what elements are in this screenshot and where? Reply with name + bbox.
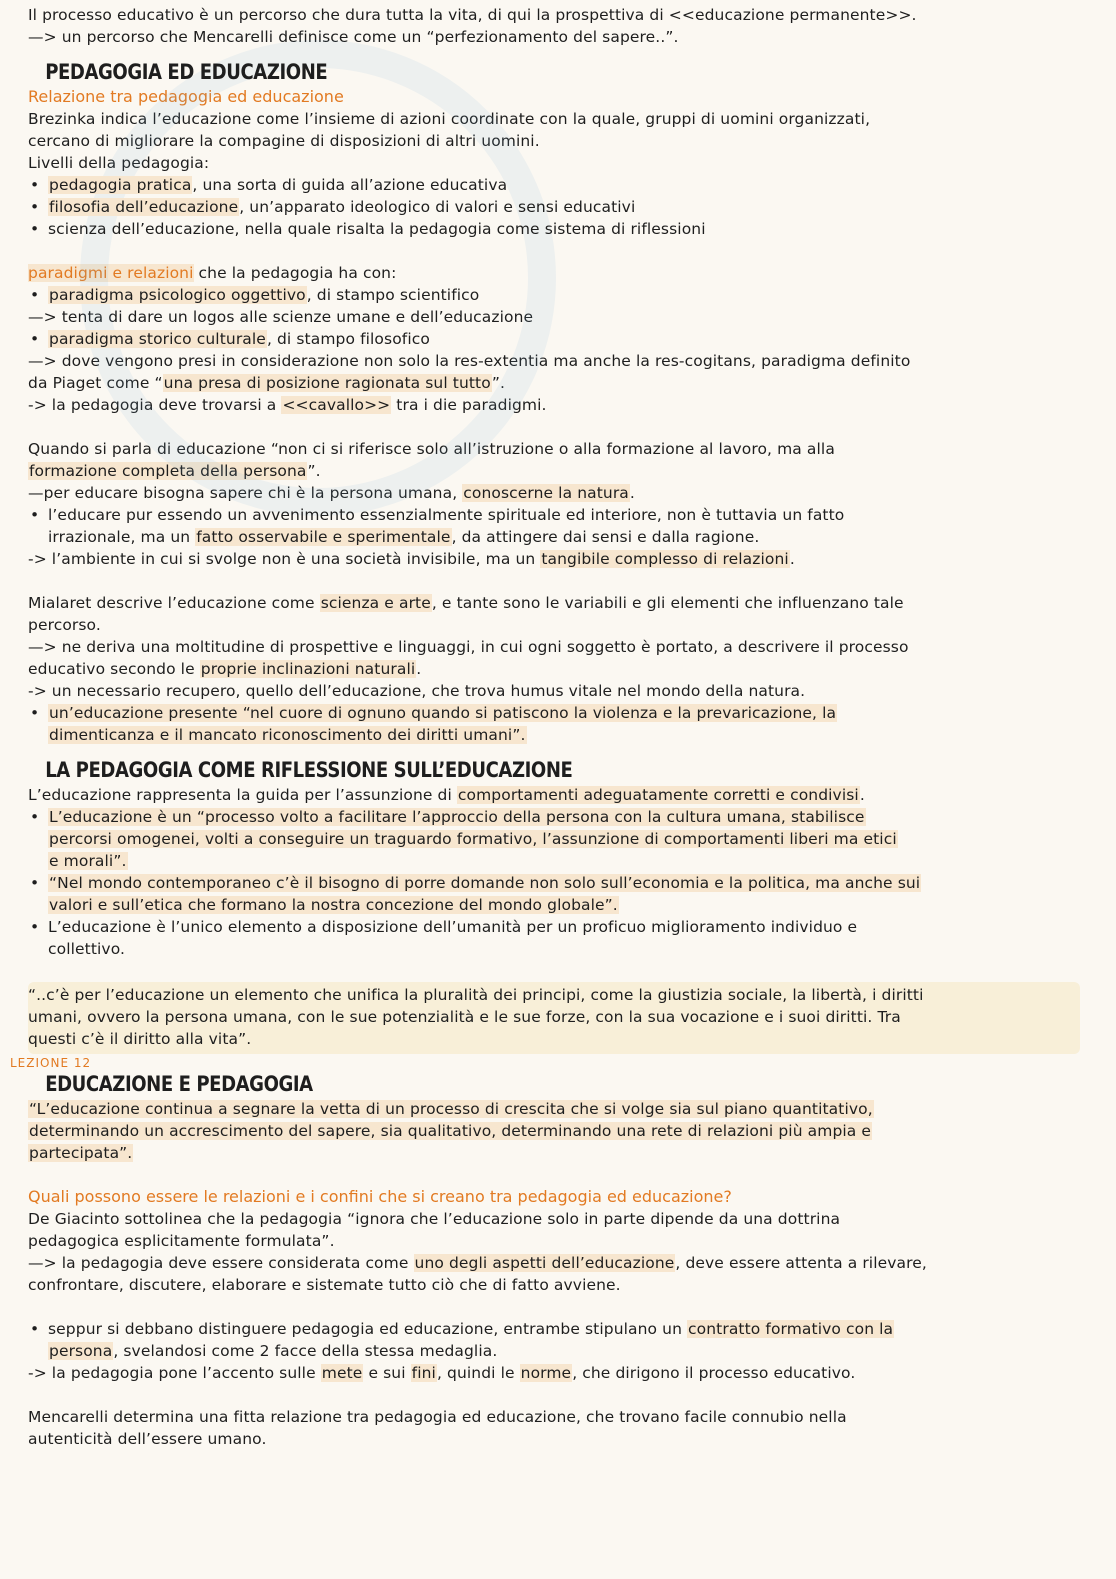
text-line: pedagogica esplicitamente formulata”. [28,1232,335,1250]
lesson-label: LEZIONE 12 [10,1056,92,1070]
bullet-item: • L’educazione è un “processo volto a facilitare l’approccio della persona con la cultura umana, stabilisce [28,806,1076,828]
bullet-item: • paradigma storico culturale, di stampo filosofico [28,328,1076,350]
text-line: e morali”. [49,852,127,870]
text-line: De Giacinto sottolinea che la pedagogia “ignora che l’educazione solo in parte dipende da una dottrina [28,1210,841,1228]
text-line: dimenticanza e il mancato riconoscimento dei diritti umani”. [49,726,526,744]
text-line: Mencarelli determina una fitta relazione tra pedagogia ed educazione, che trovano facile connubio nella [28,1408,847,1426]
quote-block [28,982,1080,1054]
text-line: cercano di migliorare la compagine di disposizioni di altri uomini. [28,132,540,150]
text-line: Livelli della pedagogia: [28,154,210,172]
intro-line: —> un percorso che Mencarelli definisce come un “perfezionamento del sapere..”. [28,28,679,46]
bullet-item: • filosofia dell’educazione, un’apparato ideologico di valori e sensi educativi [28,196,1076,218]
text-line: valori e sull’etica che formano la nostra concezione del mondo globale”. [49,896,618,914]
text-line: percorsi omogenei, volti a conseguire un traguardo formativo, l’assunzione di comportamenti liberi ma etici [49,830,897,848]
text-line: -> la pedagogia pone l’accento sulle mete e sui fini, quindi le norme, che dirigono il processo educativo. [28,1364,856,1382]
quote-line: questi c’è il diritto alla vita”. [28,1030,252,1048]
text-line: Quando si parla di educazione “non ci si riferisce solo all’istruzione o alla formazione al lavoro, ma alla [28,440,835,458]
text-line: —> la pedagogia deve essere considerata come uno degli aspetti dell’educazione, deve essere attenta a rilevare, [28,1254,927,1272]
bullet-item: • l’educare pur essendo un avvenimento essenzialmente spirituale ed interiore, non è tuttavia un fatto [28,504,1076,526]
text-line: percorso. [28,616,101,634]
text-line: confrontare, discutere, elaborare e sistemate tutto ciò che di fatto avviene. [28,1276,621,1294]
text-line: partecipata”. [29,1144,133,1162]
section-title: EDUCAZIONE E PEDAGOGIA [45,1072,313,1096]
text-line: “L’educazione continua a segnare la vetta di un processo di crescita che si volge sia sul piano quantitativo, [29,1100,873,1118]
text-line: —> dove vengono presi in considerazione non solo la res-extentia ma anche la res-cogitans, paradigma definito [28,352,911,370]
bullet-item: • pedagogia pratica, una sorta di guida all’azione educativa [28,174,1076,196]
bullet-item: • seppur si debbano distinguere pedagogia ed educazione, entrambe stipulano un contratto formativo con la [28,1318,1076,1340]
section-title: PEDAGOGIA ED EDUCAZIONE [45,60,328,84]
bullet-item: • L’educazione è l’unico elemento a disposizione dell’umanità per un proficuo miglioramento individuo e [28,916,1076,938]
text-line: Brezinka indica l’educazione come l’insieme di azioni coordinate con la quale, gruppi di uomini organizzati, [28,110,871,128]
bullet-item: • scienza dell’educazione, nella quale risalta la pedagogia come sistema di riflessioni [28,218,1076,240]
text-line: persona, svelandosi come 2 facce della stessa medaglia. [49,1342,498,1360]
text-line: collettivo. [48,940,126,958]
text-line: autenticità dell’essere umano. [28,1430,267,1448]
text-line: determinando un accrescimento del sapere, sia qualitativo, determinando una rete di relazioni più ampia e [29,1122,872,1140]
text-line: irrazionale, ma un fatto osservabile e sperimentale, da attingere dai sensi e dalla ragione. [48,528,760,546]
text-line: -> un necessario recupero, quello dell’educazione, che trova humus vitale nel mondo della natura. [28,682,806,700]
text-line: formazione completa della persona”. [29,462,321,480]
bullet-item: • un’educazione presente “nel cuore di ognuno quando si patiscono la violenza e la prevaricazione, la [28,702,1076,724]
section-title: LA PEDAGOGIA COME RIFLESSIONE SULL’EDUCAZIONE [45,758,573,782]
text-line: —per educare bisogna sapere chi è la persona umana, conoscerne la natura. [28,484,635,502]
text-line: -> l’ambiente in cui si svolge non è una società invisibile, ma un tangibile complesso di relazioni. [28,550,795,568]
text-line: Mialaret descrive l’educazione come scienza e arte, e tante sono le variabili e gli elementi che influenzano tale [28,594,904,612]
text-line: L’educazione rappresenta la guida per l’assunzione di comportamenti adeguatamente corretti e condivisi. [28,786,865,804]
bullet-item: • paradigma psicologico oggettivo, di stampo scientifico [28,284,1076,306]
quote-line: “..c’è per l’educazione un elemento che unifica la pluralità dei principi, come la giustizia sociale, la libertà, i diritti [28,986,924,1004]
bullet-item: • “Nel mondo contemporaneo c’è il bisogno di porre domande non solo sull’economia e la politica, ma anche sui [28,872,1076,894]
text-line: da Piaget come “una presa di posizione ragionata sul tutto”. [28,374,505,392]
section-question: Quali possono essere le relazioni e i confini che si creano tra pedagogia ed educazione? [28,1187,732,1206]
text-line: —> ne deriva una moltitudine di prospettive e linguaggi, in cui ogni soggetto è portato, a descrivere il processo [28,638,909,656]
quote-line: umani, ovvero la persona umana, con le sue potenzialità e le sue forze, con la sua vocazione e i suoi diritti. Tra [28,1008,901,1026]
section-subtitle: Relazione tra pedagogia ed educazione [28,87,344,106]
text-line: paradigmi e relazioni che la pedagogia ha con: [28,264,397,282]
intro-line: Il processo educativo è un percorso che dura tutta la vita, di qui la prospettiva di <<educazione permanente>>. [28,6,917,24]
text-line: educativo secondo le proprie inclinazioni naturali. [28,660,422,678]
text-line: —> tenta di dare un logos alle scienze umane e dell’educazione [28,308,534,326]
text-line: -> la pedagogia deve trovarsi a <<cavallo>> tra i die paradigmi. [28,396,547,414]
